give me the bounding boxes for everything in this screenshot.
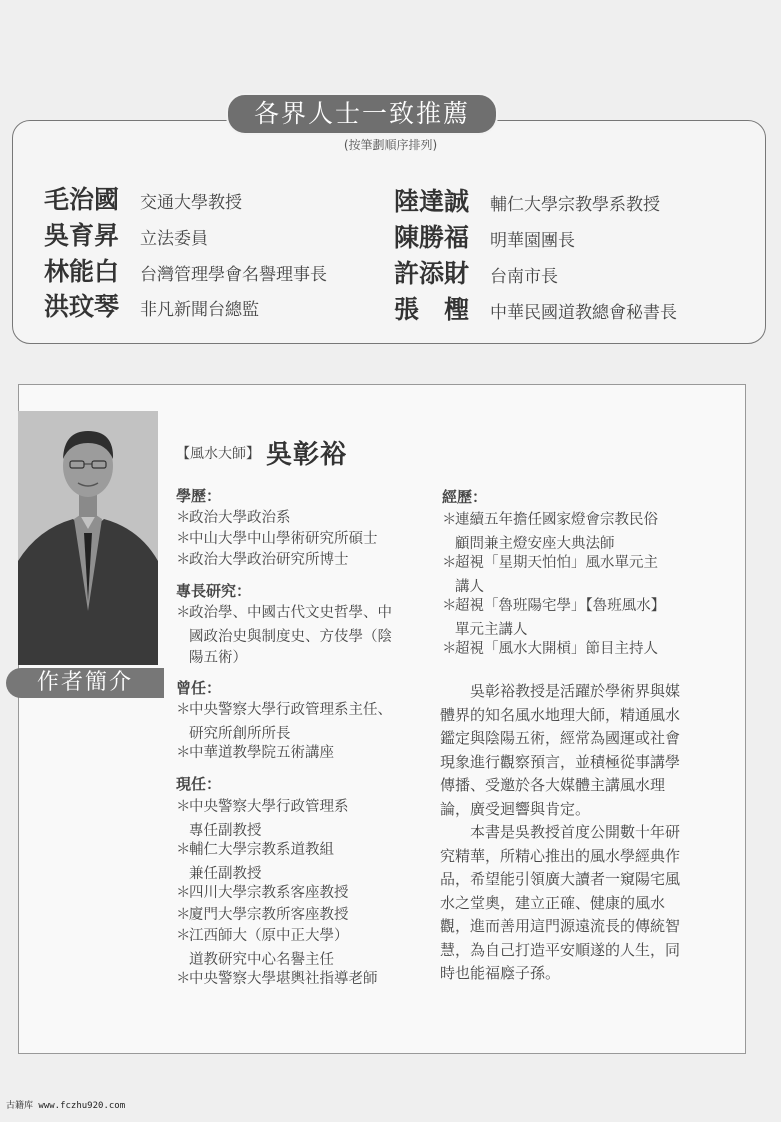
recommender (394, 218, 575, 254)
list-item (442, 553, 658, 574)
list-item (442, 639, 658, 660)
former-heading: 曾任： (176, 679, 222, 697)
list-item (442, 596, 665, 617)
recommender-name: 洪玟琴 (44, 292, 120, 321)
current-item-cont: 專任副教授 (189, 823, 262, 839)
current-item: 四川大學宗教系客座教授 (189, 885, 349, 901)
recommender-title: 中華民國道教總會秘書長 (490, 303, 677, 323)
bio-paragraph (440, 680, 680, 986)
recommender-name: 陳勝福 (394, 223, 470, 252)
recommender-name: 陸達誠 (394, 187, 470, 216)
recommender (394, 182, 660, 218)
star-bullet: ＊ (176, 971, 191, 987)
recommender-title: 台灣管理學會名譽理事長 (140, 265, 327, 285)
list-item (176, 840, 334, 861)
research-item-cont: 國政治史與制度史、方伎學（陰 (189, 629, 392, 645)
author-name: 吳彰裕 (266, 440, 348, 470)
recommender-name: 許添財 (394, 259, 470, 288)
footer-watermark: 古籍库 www.fczhu920.com (6, 1101, 126, 1111)
recommender-title: 非凡新聞台總監 (140, 300, 259, 320)
star-bullet: ＊ (176, 702, 191, 718)
list-item (442, 510, 658, 531)
star-bullet: ＊ (176, 531, 191, 547)
recommender (394, 254, 558, 290)
star-bullet: ＊ (442, 512, 457, 528)
list-item (176, 883, 349, 904)
experience-item-cont: 講人 (455, 579, 484, 595)
current-item-cont: 兼任副教授 (189, 866, 262, 882)
list-item (176, 529, 378, 550)
star-bullet: ＊ (442, 555, 457, 571)
author-photo (18, 411, 158, 665)
star-bullet: ＊ (176, 799, 191, 815)
list-item (176, 969, 378, 990)
star-bullet: ＊ (176, 510, 191, 526)
current-heading: 現任： (176, 775, 222, 793)
recommender-title: 交通大學教授 (140, 193, 242, 213)
recommender-name: 毛治國 (44, 185, 120, 214)
bio-paragraph-2: 本書是吳教授首度公開數十年研究精華，所精心推出的風水學經典作品，希望能引領廣大讀者一窺陽宅風水之堂奧，建立正確、健康的風水觀，進而善用這門源遠流長的傳統智慧，為自己打造平安順遂的人生，同時也能福廕子孫。 (440, 823, 681, 982)
experience-item: 超視「星期天怕怕」風水單元主 (455, 555, 658, 571)
recommender-name: 張 檉 (394, 295, 470, 324)
author-portrait-image (18, 411, 158, 665)
recommendation-title: 各界人士一致推薦 (226, 93, 498, 135)
star-bullet: ＊ (176, 605, 191, 621)
order-note: (按筆劃順序排列) (343, 138, 438, 152)
current-item: 輔仁大學宗教系道教組 (189, 842, 334, 858)
research-item: 政治學、中國古代文史哲學、中 (189, 605, 392, 621)
star-bullet: ＊ (176, 552, 191, 568)
recommender (44, 287, 259, 323)
current-item: 廈門大學宗教所客座教授 (189, 907, 349, 923)
list-item (176, 508, 291, 529)
recommender (394, 290, 677, 326)
former-item: 中央警察大學行政管理系主任、 (189, 702, 392, 718)
current-item-cont: 道教研究中心名譽主任 (189, 952, 334, 968)
star-bullet: ＊ (442, 641, 457, 657)
former-item: 中華道教學院五術講座 (189, 745, 334, 761)
recommender-title: 立法委員 (140, 229, 208, 249)
education-item: 政治大學政治研究所博士 (189, 552, 349, 568)
list-item (176, 700, 392, 721)
star-bullet: ＊ (176, 885, 191, 901)
list-item (176, 550, 349, 571)
education-item: 中山大學中山學術研究所碩士 (189, 531, 378, 547)
research-item-cont: 陽五術） (189, 650, 247, 666)
former-item-cont: 研究所創所所長 (189, 726, 291, 742)
bio-paragraph-1: 吳彰裕教授是活躍於學術界與媒體界的知名風水地理大師，精通風水鑑定與陰陽五術，經常為國運或社會現象進行觀察預言，並積極從事講學傳播、受邀於各大媒體主講風水理論，廣受迴響與肯定。 (440, 682, 681, 818)
experience-item-cont: 顧問兼主燈安座大典法師 (455, 536, 615, 552)
star-bullet: ＊ (442, 598, 457, 614)
recommender-title: 明華園團長 (490, 231, 575, 251)
list-item (176, 905, 349, 926)
list-item (176, 603, 392, 624)
list-item (176, 926, 349, 947)
recommender-name: 吳育昇 (44, 221, 120, 250)
author-intro-badge: 作者簡介 (6, 668, 164, 698)
current-item: 中央警察大學堪輿社指導老師 (189, 971, 378, 987)
list-item (176, 797, 349, 818)
current-item: 江西師大（原中正大學） (189, 928, 349, 944)
recommender-name: 林能白 (44, 257, 120, 286)
current-item: 中央警察大學行政管理系 (189, 799, 349, 815)
recommender-title: 輔仁大學宗教學系教授 (490, 195, 660, 215)
star-bullet: ＊ (176, 907, 191, 923)
recommender (44, 180, 242, 216)
education-item: 政治大學政治系 (189, 510, 291, 526)
experience-item: 超視「魯班陽宅學」【魯班風水】 (455, 598, 666, 614)
research-heading: 專長研究： (176, 582, 252, 600)
experience-item: 超視「風水大開槓」節目主持人 (455, 641, 658, 657)
experience-item-cont: 單元主講人 (455, 622, 528, 638)
author-tag: 【風水大師】 (176, 445, 260, 462)
star-bullet: ＊ (176, 928, 191, 944)
recommender (44, 252, 327, 288)
author-name-line (176, 434, 347, 471)
experience-heading: 經歷： (442, 488, 488, 506)
recommender (44, 216, 208, 252)
star-bullet: ＊ (176, 842, 191, 858)
education-heading: 學歷： (176, 487, 222, 505)
list-item (176, 743, 334, 764)
recommender-title: 台南市長 (490, 267, 558, 287)
star-bullet: ＊ (176, 745, 191, 761)
experience-item: 連續五年擔任國家燈會宗教民俗 (455, 512, 658, 528)
